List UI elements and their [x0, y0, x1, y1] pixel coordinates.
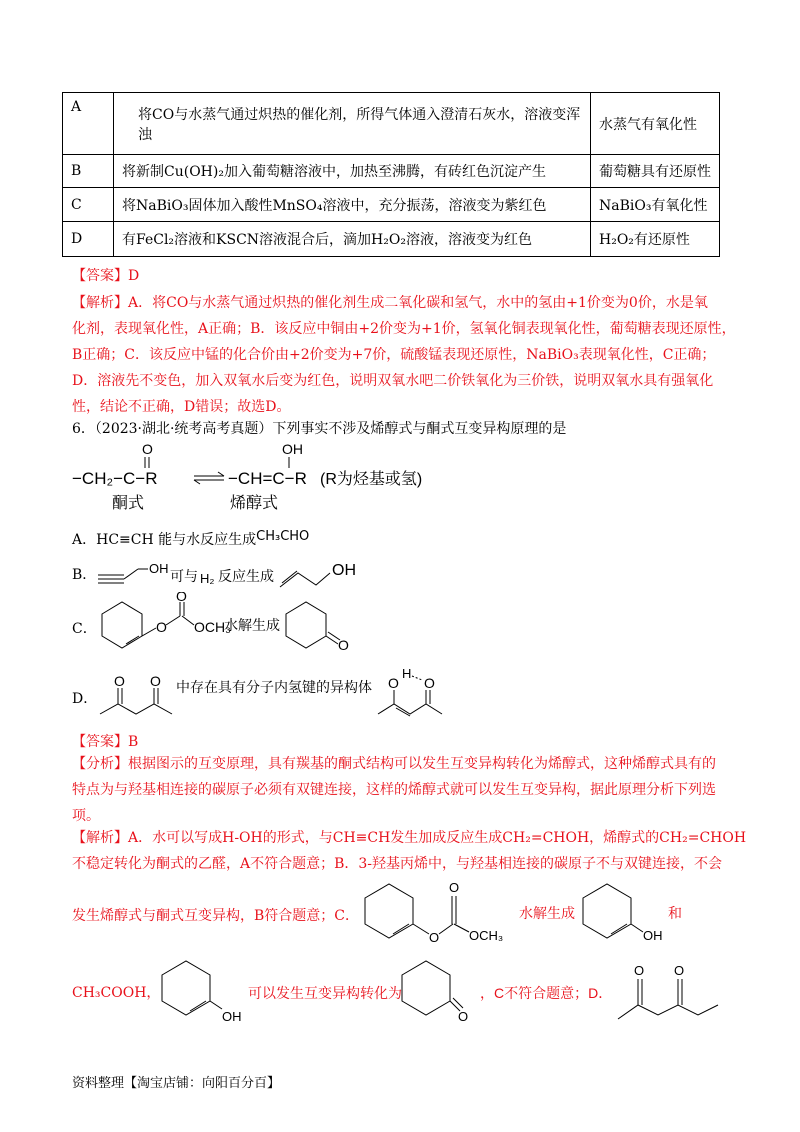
j4-o1: O: [634, 963, 645, 978]
enol-ring-2-oh: [210, 1001, 222, 1009]
d-enol-o: O: [388, 675, 399, 691]
j3-text-b: 水解生成: [519, 905, 575, 921]
r-note: (R为烃基或氢): [320, 471, 423, 488]
analysis-line: 性，结论不正确，D错误；故选D。: [72, 399, 291, 415]
propargyl-alcohol: [98, 569, 148, 583]
enol-hydroxyl: OH: [282, 442, 303, 457]
diketone-chain: [100, 704, 172, 714]
row-desc: 将CO与水蒸气通过炽热的催化剂，所得气体通入澄清石灰水，溶液变浑浊: [114, 93, 591, 155]
row-label: D: [63, 222, 114, 257]
j3-methoxy: OCH₃: [469, 928, 504, 943]
row-desc: 将新制Cu(OH)₂加入葡萄糖溶液中，加热至沸腾，有砖红色沉淀产生: [114, 155, 591, 188]
j3-oh: OH: [643, 928, 663, 943]
fenxi-line: 【分析】根据图示的互变原理，具有羰基的酮式结构可以发生互变异构转化为烯醇式，这种烯醇式具有的: [72, 756, 716, 772]
row-label: B: [63, 155, 114, 188]
option-c-structures: [92, 592, 362, 672]
option-c-label: C．: [72, 621, 97, 637]
cyclohexanone-ring: [286, 602, 326, 648]
c-bond: [439, 924, 453, 934]
row-desc: 有FeCl₂溶液和KSCN溶液混合后，滴加H₂O₂溶液，溶液变为红色: [114, 222, 591, 257]
b-h2: H₂: [200, 571, 215, 586]
ring-double-bond: [126, 636, 139, 644]
j3-carbonyl-o: O: [449, 880, 460, 895]
ring-db: [393, 924, 409, 934]
row-conclusion: NaBiO₃有氧化性: [591, 188, 720, 222]
j4-o: O: [458, 1009, 469, 1024]
row-conclusion: H₂O₂有还原性: [591, 222, 720, 257]
jiexi-line4-a: CH₃COOH，: [72, 985, 161, 1001]
j4-text-b: 可以发生互变异构转化为: [248, 985, 402, 1001]
keto-label: 酮式: [112, 495, 145, 512]
analysis-line: 化剂，表现氧化性，A正确；B．该反应中铜由+2价变为+1价，氢氧化铜表现氧化性，葡萄糖表现还原性，: [72, 321, 736, 337]
j4-text-c: ，C不符合题意；D．: [480, 985, 613, 1001]
fenxi: [72, 751, 752, 829]
row-conclusion: 葡萄糖具有还原性: [591, 155, 720, 188]
hydrogen-bond: [412, 676, 422, 680]
allyl-alcohol: [280, 571, 330, 587]
options-table: [62, 92, 720, 257]
table-row: [63, 93, 720, 155]
d-o2: O: [150, 673, 161, 689]
option-d-label: D．: [72, 691, 98, 707]
table-row: [63, 155, 720, 188]
j4-o2: O: [674, 963, 685, 978]
footer: 资料整理【淘宝店铺：向阳百分百】: [72, 1076, 281, 1091]
ketone-ring-2: [402, 961, 450, 1015]
j3-text-c: 和: [668, 905, 682, 921]
option-b-structures: [94, 555, 374, 595]
analysis-line: B正确；C．该反应中锰的化合价由+2价变为+7价，硫酸锰表现还原性，NaBiO₃表现氧化性，C正确；: [72, 347, 716, 363]
om-bond: [454, 924, 469, 932]
carbonate-bond: [166, 616, 180, 625]
ester-bond: [142, 628, 156, 636]
j3-ester-o: O: [429, 930, 440, 945]
tautomer-scheme: [72, 442, 472, 514]
keto-oxygen: O: [142, 442, 153, 457]
enol-ring-2-db: [190, 1001, 206, 1011]
table-row: [63, 188, 720, 222]
row-desc: 将NaBiO₃固体加入酸性MnSO₄溶液中，充分振荡，溶液变为紫红色: [114, 188, 591, 222]
row-label: C: [63, 188, 114, 222]
j4-oh: OH: [222, 1009, 242, 1024]
enol-formula: −CH=C−R: [228, 469, 307, 488]
carbonate-ring: [365, 884, 413, 938]
b-product-oh: OH: [332, 562, 356, 579]
enol-label: 烯醇式: [230, 495, 279, 512]
b-text2: 反应生成: [218, 568, 274, 584]
methoxy-bond: [182, 616, 194, 625]
c-ester-o: O: [156, 619, 167, 635]
enol-oh: [631, 924, 643, 932]
jiexi-line4-structures: [152, 955, 732, 1035]
option-d-structures: [94, 668, 464, 728]
o-bond: [413, 924, 429, 934]
b-oh: OH: [149, 561, 169, 576]
option-b-label: B．: [72, 567, 97, 583]
analysis-line: D．溶液先不变色，加入双氧水后变为红色，说明双氧水吧二价铁氧化为三价铁，说明双氧水具有强氧化: [72, 373, 714, 389]
option-a: [72, 524, 309, 553]
jiexi-line: 【解析】A．水可以写成H-OH的形式，与CH≡CH发生加成反应生成CH₂=CHOH，烯醇式的CH₂=CHOH: [72, 830, 747, 846]
enol-chain: [378, 704, 442, 714]
diketone-2: [618, 1005, 718, 1019]
equilibrium-arrowhead-back: [194, 480, 200, 484]
c-methoxy: OCH₃: [194, 619, 231, 635]
fenxi-line: 项。: [72, 808, 100, 824]
option-a-product: CH₃CHO: [256, 529, 310, 544]
jiexi-line3-structures: [355, 876, 695, 956]
fenxi-line: 特点为与羟基相连接的碳原子必须有双键连接，这样的烯醇式就可以发生互变异构，据此原理分析下列选: [72, 782, 716, 798]
d-text: 中存在具有分子内氢键的异构体: [176, 679, 372, 695]
row-label: A: [63, 93, 114, 155]
table-row: [63, 222, 720, 257]
d-enol-o2: O: [424, 675, 435, 691]
enol-ring: [583, 884, 631, 938]
keto-formula: −CH₂−C−R: [72, 469, 158, 488]
c-carbonyl-o: O: [176, 592, 187, 604]
ketone-ring-2-co2: [453, 998, 463, 1008]
jiexi-line3-a: 发生烯醇式与酮式互变异构，B符合题意；C．: [72, 908, 359, 924]
enol-ring-db: [611, 924, 627, 934]
option-a-text: A．HC≡CH 能与水反应生成: [72, 532, 257, 548]
question-6-stem: 6．（2023·湖北·统考高考真题）下列事实不涉及烯醇式与酮式互变异构原理的是: [72, 421, 567, 437]
d-o1: O: [114, 673, 125, 689]
c-text: 水解生成: [224, 617, 280, 633]
cyclohexenyl-ring: [102, 602, 142, 648]
answer-6: 【答案】B: [72, 734, 139, 750]
row-conclusion: 水蒸气有氧化性: [591, 93, 720, 155]
answer-5: 【答案】D: [72, 268, 140, 284]
jiexi-line: 不稳定转化为酮式的乙醛，A不符合题意；B．3-羟基丙烯中，与羟基相连接的碳原子不与双键连接，不会: [72, 856, 723, 872]
analysis-5: [72, 290, 752, 420]
b-text1: 可与: [170, 568, 198, 584]
d-enol-h: H: [402, 668, 412, 681]
analysis-line: 【解析】A．将CO与水蒸气通过炽热的催化剂生成二氧化碳和氢气，水中的氢由+1价变为0价，水是氧: [72, 295, 708, 311]
jiexi: [72, 825, 752, 877]
equilibrium-arrowhead: [218, 472, 224, 476]
c-ketone-o: O: [338, 637, 349, 653]
enol-ring-2: [162, 961, 210, 1015]
